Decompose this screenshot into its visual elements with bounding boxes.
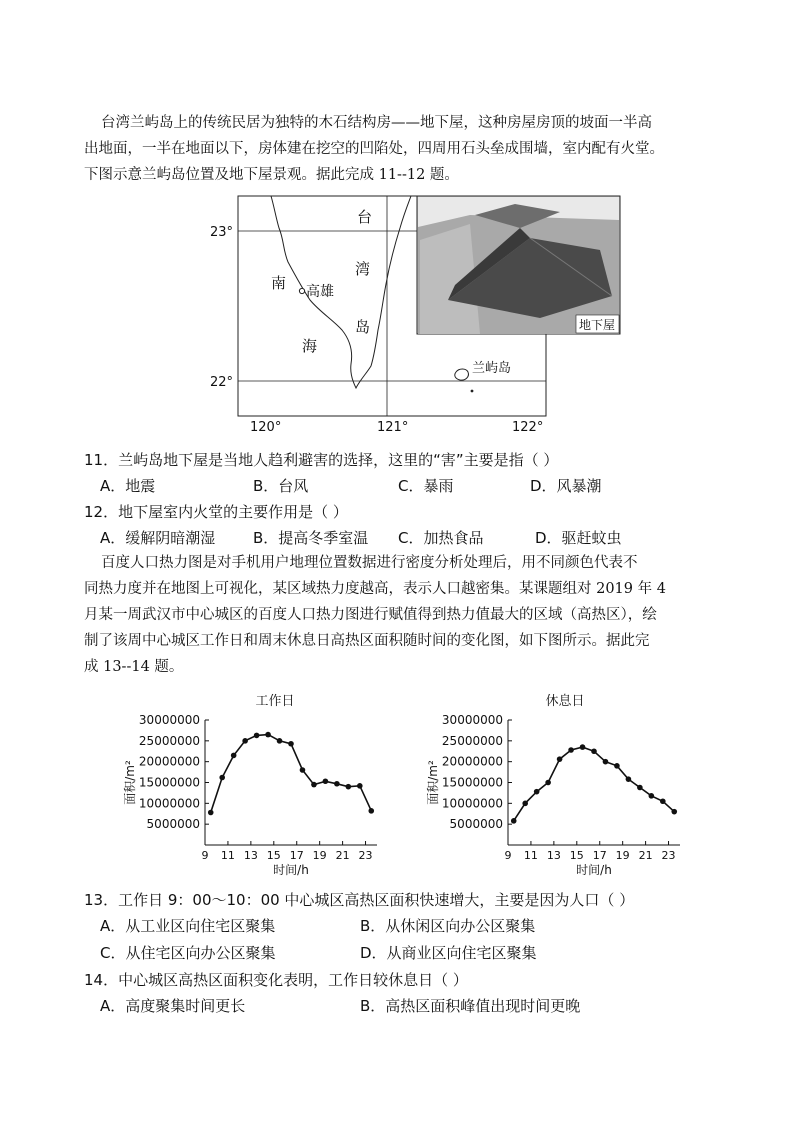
chart1-data-point bbox=[208, 810, 214, 816]
chart2-data-point bbox=[522, 801, 528, 807]
intro2-line4: 制了该周中心城区工作日和周末休息日高热区面积随时间的变化图，如下图所示。据此完 bbox=[84, 633, 650, 649]
chart1-x-tick-label: 11 bbox=[220, 849, 235, 862]
underground-house-photo bbox=[417, 196, 620, 334]
chart1-data-point bbox=[265, 732, 271, 738]
intro-paragraph-2 bbox=[84, 550, 724, 680]
chart2-data-point bbox=[614, 763, 620, 769]
map-label-hai: 海 bbox=[302, 337, 318, 355]
map-label-nan: 南 bbox=[271, 274, 287, 292]
q14-option-b[interactable]: B．高热区面积峰值出现时间更晚 bbox=[360, 997, 581, 1015]
chart2-y-tick-label: 30000000 bbox=[441, 713, 503, 727]
chart1-data-point bbox=[254, 733, 260, 739]
chart2-data-point bbox=[580, 744, 586, 750]
chart2-x-tick-label: 15 bbox=[569, 849, 584, 862]
lanyu-islet bbox=[471, 390, 474, 393]
chart1-y-tick-label: 25000000 bbox=[138, 733, 200, 748]
chart1-data-point bbox=[323, 778, 329, 784]
intro2-line1: 百度人口热力图是对手机用户地理位置数据进行密度分析处理后，用不同颜色代表不 bbox=[101, 555, 638, 571]
heat-area-charts bbox=[100, 686, 700, 886]
q13-option-c[interactable]: C．从住宅区向办公区聚集 bbox=[100, 944, 276, 962]
chart2-data-point bbox=[534, 789, 540, 795]
intro2-line5: 成 13--14 题。 bbox=[84, 659, 184, 675]
q11-stem: 11．兰屿岛地下屋是当地人趋利避害的选择，这里的“害”主要是指（ ） bbox=[84, 451, 559, 469]
chart2-data-point bbox=[591, 748, 597, 754]
intro-paragraph-1 bbox=[84, 110, 724, 188]
chart2-data-point bbox=[637, 785, 643, 791]
chart1-data-point bbox=[334, 781, 340, 787]
chart1-x-tick-label: 9 bbox=[201, 849, 209, 862]
map-label-lanyu: 兰屿岛 bbox=[472, 361, 512, 376]
chart1-x-axis-label: 时间/h bbox=[273, 863, 309, 877]
chart1-data-point bbox=[288, 741, 294, 747]
chart2-y-tick-label: 20000000 bbox=[441, 754, 503, 769]
q13-option-a[interactable]: A．从工业区向住宅区聚集 bbox=[100, 917, 276, 935]
chart1-y-tick-label: 20000000 bbox=[138, 754, 200, 769]
chart1-x-tick-label: 13 bbox=[243, 849, 258, 862]
q12-option-a[interactable]: A．缓解阴暗潮湿 bbox=[100, 529, 216, 547]
chart1-y-tick-label: 15000000 bbox=[138, 775, 200, 790]
lanyu-island-shape bbox=[455, 369, 469, 380]
map-label-dao: 岛 bbox=[355, 318, 371, 336]
chart2-x-tick-label: 11 bbox=[523, 849, 538, 862]
chart1-x-tick-label: 23 bbox=[358, 849, 373, 862]
chart1-data-point bbox=[242, 738, 248, 744]
intro2-line3: 月某一周武汉市中心城区的百度人口热力图进行赋值得到热力值最大的区域（高热区），绘 bbox=[84, 607, 657, 623]
chart2-data-point bbox=[603, 759, 609, 765]
chart1-y-tick-label: 5000000 bbox=[146, 817, 200, 832]
chart1-x-tick-label: 19 bbox=[312, 849, 327, 862]
intro2-line2: 同热力度并在地图上可视化，某区域热力度越高，表示人口越密集。某课题组对 2019 年 4 bbox=[84, 581, 666, 597]
chart2-y-tick-label: 15000000 bbox=[441, 775, 503, 790]
chart2-y-tick-label: 10000000 bbox=[441, 796, 503, 811]
q12-option-d[interactable]: D．驱赶蚊虫 bbox=[535, 529, 622, 547]
chart2-x-tick-label: 23 bbox=[661, 849, 676, 862]
chart1-x-tick-label: 21 bbox=[335, 849, 350, 862]
chart2-data-point bbox=[649, 793, 655, 799]
chart1-data-point bbox=[219, 775, 225, 781]
q11-option-a[interactable]: A．地震 bbox=[100, 477, 156, 495]
chart2-data-point bbox=[626, 776, 632, 782]
chart1-x-tick-label: 15 bbox=[266, 849, 281, 862]
chart2-series-line bbox=[514, 747, 675, 821]
chart1-data-point bbox=[311, 782, 317, 788]
q12-stem: 12．地下屋室内火堂的主要作用是（ ） bbox=[84, 503, 348, 521]
photo-caption: 地下屋 bbox=[579, 318, 616, 332]
chart1-data-point bbox=[346, 784, 352, 790]
q12-option-b[interactable]: B．提高冬季室温 bbox=[253, 529, 369, 547]
lat-23-label: 23° bbox=[210, 225, 234, 240]
q14-option-a[interactable]: A．高度聚集时间更长 bbox=[100, 997, 246, 1015]
chart2-y-tick-label: 25000000 bbox=[441, 733, 503, 748]
chart2-x-tick-label: 21 bbox=[638, 849, 653, 862]
map-label-tai: 台 bbox=[357, 208, 373, 226]
map-label-wan: 湾 bbox=[355, 260, 371, 278]
q11-option-b[interactable]: B．台风 bbox=[253, 477, 309, 495]
q13-option-b[interactable]: B．从休闲区向办公区聚集 bbox=[360, 917, 536, 935]
q14-stem: 14．中心城区高热区面积变化表明，工作日较休息日（ ） bbox=[84, 971, 468, 989]
q13-option-d[interactable]: D．从商业区向住宅区聚集 bbox=[360, 944, 537, 962]
chart1-title: 工作日 bbox=[255, 694, 295, 709]
chart2-x-tick-label: 19 bbox=[615, 849, 630, 862]
chart1-data-point bbox=[231, 753, 237, 759]
intro1-line1: 台湾兰屿岛上的传统民居为独特的木石结构房——地下屋，这种房屋房顶的坡面一半高 bbox=[101, 115, 652, 131]
lon-122-label: 122° bbox=[512, 420, 544, 435]
chart2-data-point bbox=[660, 798, 666, 804]
chart2-title: 休息日 bbox=[545, 694, 585, 709]
coastline bbox=[271, 196, 411, 388]
intro1-line3: 下图示意兰屿岛位置及地下屋景观。据此完成 11--12 题。 bbox=[84, 167, 459, 183]
map-label-kaohsiung: 高雄 bbox=[306, 284, 334, 300]
chart2-y-tick-label: 5000000 bbox=[449, 817, 503, 832]
q11-option-c[interactable]: C．暴雨 bbox=[398, 477, 454, 495]
chart2-x-tick-label: 13 bbox=[546, 849, 561, 862]
chart1-y-tick-label: 10000000 bbox=[138, 796, 200, 811]
chart2-x-tick-label: 9 bbox=[504, 849, 512, 862]
chart1-y-axis-label: 面积/m² bbox=[123, 760, 137, 805]
chart1-data-point bbox=[357, 783, 363, 789]
q11-option-d[interactable]: D．风暴潮 bbox=[530, 477, 602, 495]
chart1-data-point bbox=[300, 767, 306, 773]
lat-22-label: 22° bbox=[210, 375, 234, 390]
chart1-y-tick-label: 30000000 bbox=[138, 713, 200, 727]
lon-120-label: 120° bbox=[250, 420, 282, 435]
chart2-data-point bbox=[545, 780, 551, 786]
chart1-data-point bbox=[368, 808, 374, 814]
chart1-x-tick-label: 17 bbox=[289, 849, 304, 862]
chart2-data-point bbox=[511, 818, 517, 824]
chart2-data-point bbox=[557, 756, 563, 762]
kaohsiung-marker bbox=[299, 288, 304, 293]
q13-stem: 13．工作日 9：00～10：00 中心城区高热区面积快速增大，主要是因为人口（ ） bbox=[84, 891, 635, 909]
chart2-x-tick-label: 17 bbox=[592, 849, 607, 862]
chart2-data-point bbox=[671, 809, 677, 815]
intro1-line2: 出地面，一半在地面以下，房体建在挖空的凹陷处，四周用石头垒成围墙，室内配有火堂。 bbox=[84, 141, 664, 157]
chart1-data-point bbox=[277, 738, 283, 744]
chart2-data-point bbox=[568, 747, 574, 753]
map-figure bbox=[200, 190, 616, 440]
chart2-y-axis-label: 面积/m² bbox=[426, 760, 440, 805]
q12-option-c[interactable]: C．加热食品 bbox=[398, 529, 484, 547]
chart2-x-axis-label: 时间/h bbox=[576, 863, 612, 877]
lon-121-label: 121° bbox=[377, 420, 409, 435]
